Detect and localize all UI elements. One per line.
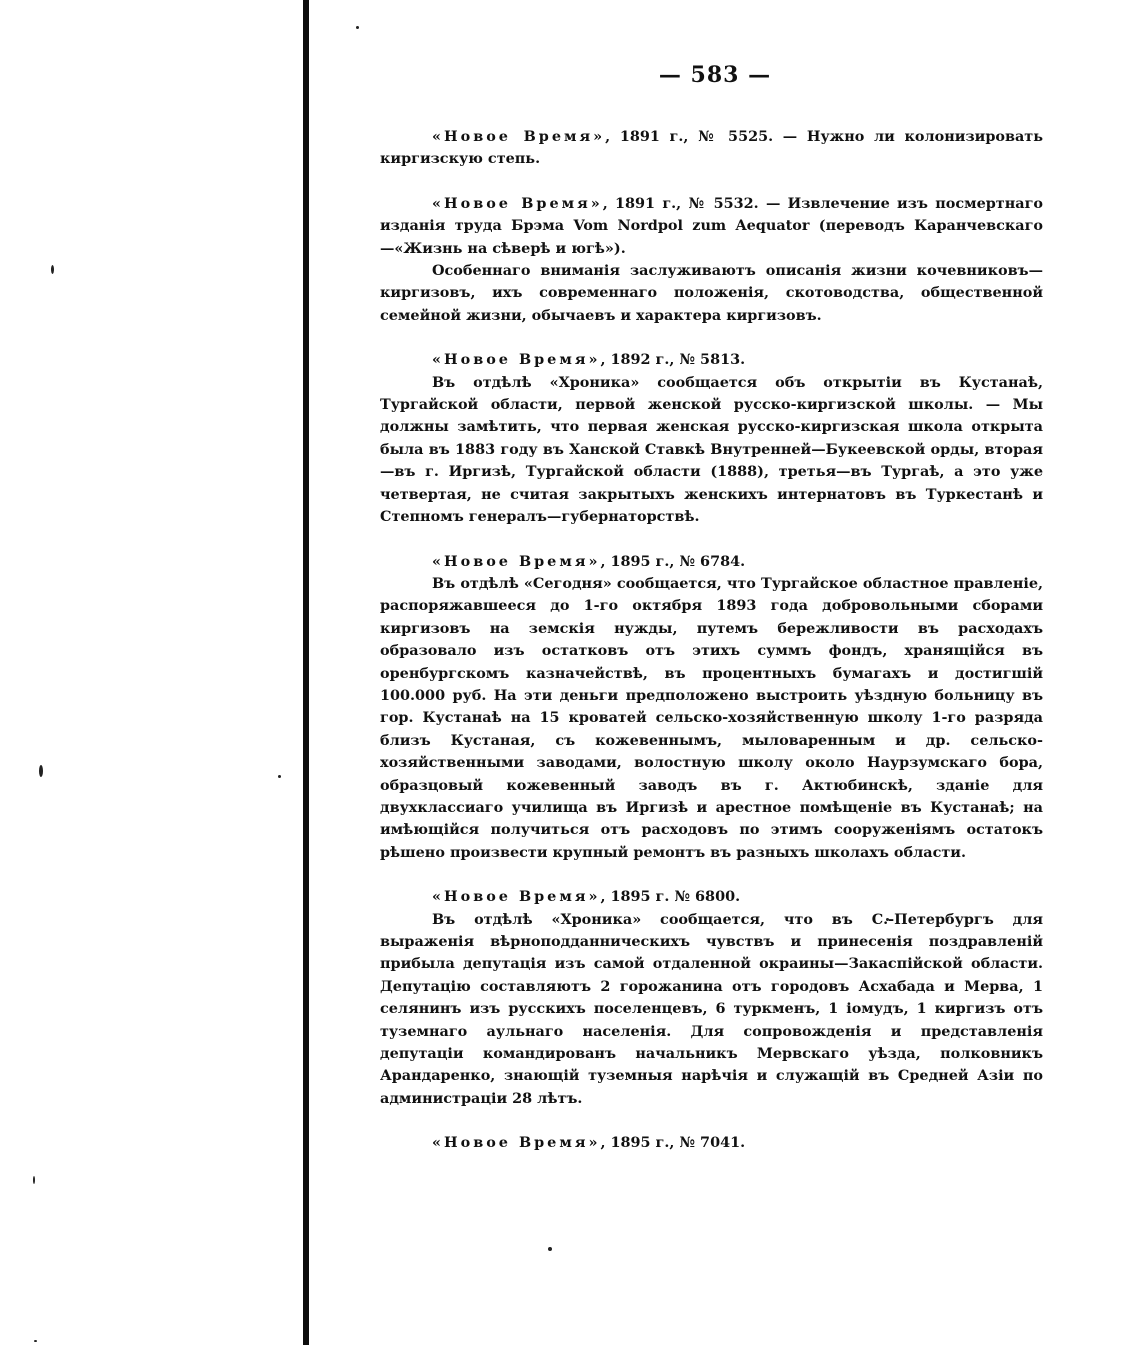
- entry-1891-5525: [380, 126, 1043, 171]
- entry-body: Особеннаго вниманія заслуживаютъ описанія жизни кочевниковъ—киргизовъ, ихъ современнаго положенія, скотоводства, общественной семейной жизни, обычаевъ и характера киргизовъ.: [380, 262, 1043, 324]
- entry-1895-7041: [380, 1132, 1043, 1154]
- issue-ref: , 1895 г. № 6800.: [600, 888, 741, 906]
- article-title: — Нужно ли колонизировать киргизскую степь.: [380, 128, 1043, 168]
- entry-1891-5532: [380, 193, 1043, 327]
- scan-speck: [34, 1340, 37, 1342]
- entry-body: Въ отдѣлѣ «Хроника» сообщается, что въ С.-Петербургъ для выраженія вѣрноподданническихъ чувствъ и принесенія поздравленій прибыла депутація изъ самой отдаленной окраины—Закаспійской области. Депутацію составляютъ 2 горожанина отъ городовъ Асхабада и Мерва, 1 селянинъ изъ русскихъ поселенцевъ, 6 туркменъ, 1 іомудъ, 1 киргизъ отъ туземнаго аульнаго населенія. Для сопровожденія и представленія депутаціи командированъ начальникъ Мервскаго уѣзда, полковникъ Арандаренко, знающій туземныя нарѣчія и служащій въ Средней Азіи по администраціи 28 лѣтъ.: [380, 910, 1043, 1107]
- entry-heading: [380, 1132, 1043, 1154]
- page-number: — 583 —: [658, 62, 772, 88]
- scan-speck: [278, 775, 281, 778]
- scan-speck: [356, 26, 359, 29]
- newspaper-title: «Новое Время»: [432, 351, 601, 369]
- newspaper-title: «Новое Время»: [432, 1134, 601, 1152]
- issue-ref: , 1895 г., № 6784.: [600, 552, 746, 570]
- newspaper-title: «Новое Время»: [432, 128, 606, 145]
- entry-1892-5813: [380, 349, 1043, 528]
- scan-speck: [39, 765, 43, 777]
- issue-ref: , 1895 г., № 7041.: [600, 1134, 746, 1152]
- newspaper-title: «Новое Время»: [432, 194, 603, 212]
- entry-heading: [380, 126, 1043, 171]
- entry-heading: [380, 551, 1043, 573]
- issue-ref: , 1891 г., № 5525.: [605, 128, 774, 145]
- entry-heading: [380, 193, 1043, 260]
- entry-1895-6800: [380, 886, 1043, 1110]
- entry-heading: [380, 886, 1043, 908]
- scan-speck: [51, 265, 54, 274]
- entry-heading: [380, 349, 1043, 371]
- text-column: [380, 126, 1043, 1177]
- article-title: — Извлечение изъ посмертнаго изданія труда Брэма Vom Nordpol zum Aequator (переводъ Каранчевскаго—«Жизнь на сѣверѣ и югѣ»).: [380, 194, 1043, 257]
- newspaper-title: «Новое Время»: [432, 888, 601, 906]
- issue-ref: , 1891 г., № 5532.: [602, 194, 759, 212]
- newspaper-title: «Новое Время»: [432, 552, 601, 570]
- entry-1895-6784: [380, 551, 1043, 865]
- entry-body: Въ отдѣлѣ «Хроника» сообщается объ открытіи въ Кустанаѣ, Тургайской области, первой женской русско-киргизской школы. — Мы должны замѣтить, что первая женская русско-киргизская школа открыта была въ 1883 году въ Ханской Ставкѣ Внутренней—Букеевской орды, вторая—въ г. Иргизѣ, Тургайской области (1888), третья—въ Тургаѣ, а это уже четвертая, не считая закрытыхъ женскихъ интернатовъ въ Туркестанѣ и Степномъ генералъ—губернаторствѣ.: [380, 373, 1043, 526]
- scan-speck: [548, 1247, 552, 1251]
- scan-speck: [33, 1176, 35, 1184]
- entry-body: Въ отдѣлѣ «Сегодня» сообщается, что Тургайское областное правленіе, распоряжавшееся до 1-го октября 1893 года добровольными сборами киргизовъ на земскія нужды, путемъ бережливости въ расходахъ образовало изъ остатковъ отъ этихъ суммъ фондъ, хранящійся въ оренбургскомъ казначействѣ, въ процентныхъ бумагахъ и достигшій 100.000 руб. На эти деньги предположено выстроить уѣздную больницу въ гор. Кустанаѣ на 15 кроватей сельско-хозяйственную школу 1-го разряда близъ Кустаная, съ кожевеннымъ, мыловаренным и др. сельско-хозяйственными заводами, волостную школу около Наурзумскаго бора, образцовый кожевенный заводъ въ г. Актюбинскѣ, зданіе для двухклассиаго училища въ Иргизѣ и арестное помѣщеніе въ Кустанаѣ; на имѣющійся получиться отъ расходовъ по этимъ сооруженіямъ остатокъ рѣшено произвести крупный ремонтъ въ разныхъ школахъ области.: [380, 574, 1043, 861]
- page-spine: [303, 0, 309, 1345]
- issue-ref: , 1892 г., № 5813.: [600, 351, 746, 369]
